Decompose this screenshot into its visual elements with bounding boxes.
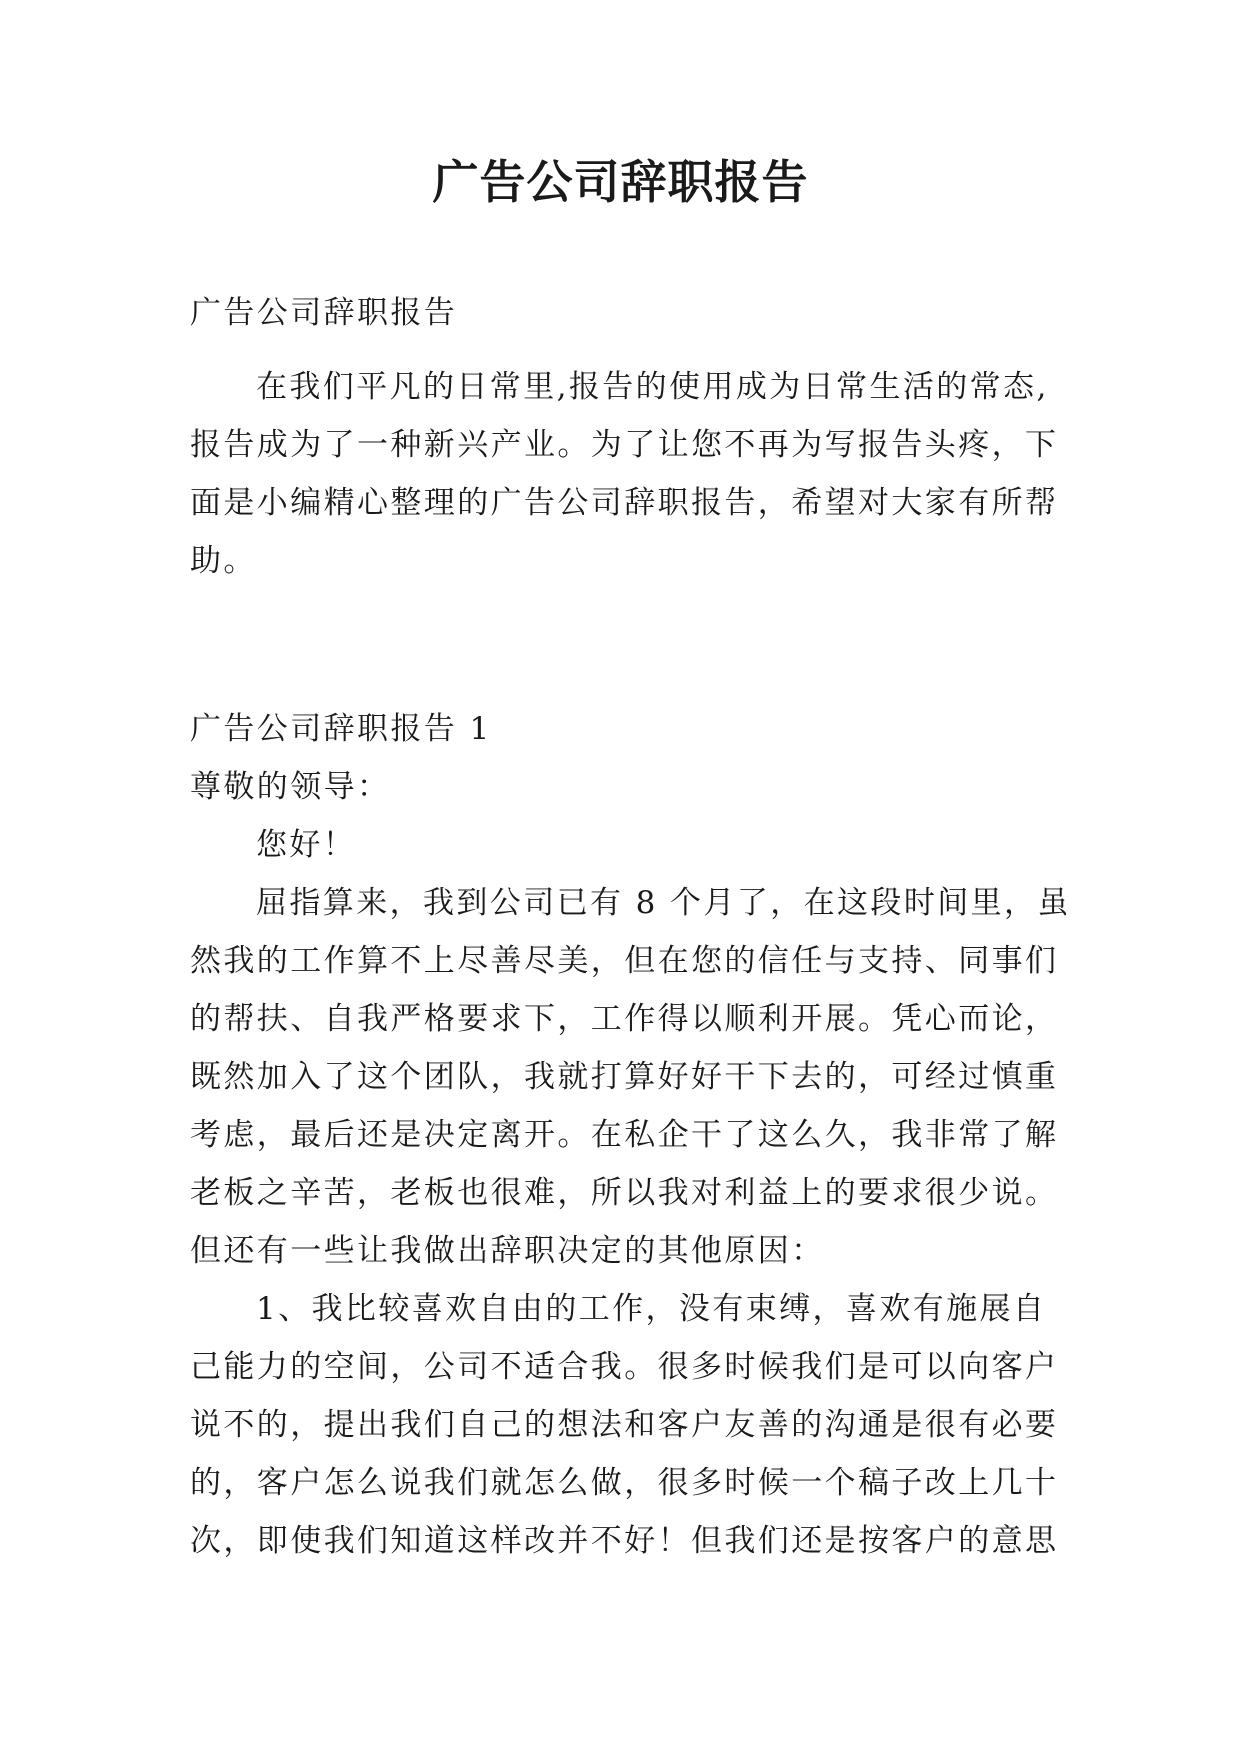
greeting: 您好！ [256, 827, 357, 863]
paragraph-line: 既然加入了这个团队，我就打算好好干下去的，可经过慎重 [190, 1059, 1059, 1095]
paragraph-line: 屈指算来，我到公司已有 8 个月了，在这段时间里，虽 [256, 885, 1071, 921]
paragraph-line: 己能力的空间，公司不适合我。很多时候我们是可以向客户 [190, 1349, 1059, 1385]
paragraph-line: 的帮扶、自我严格要求下，工作得以顺利开展。凭心而论， [190, 1001, 1059, 1037]
intro-line: 助。 [190, 543, 257, 579]
intro-line: 面是小编精心整理的广告公司辞职报告，希望对大家有所帮 [190, 485, 1059, 521]
document-subtitle [190, 284, 1062, 342]
paragraph-line: 但还有一些让我做出辞职决定的其他原因： [190, 1233, 825, 1269]
section-heading: 广告公司辞职报告 1 [190, 711, 492, 747]
intro-line: 在我们平凡的日常里,报告的使用成为日常生活的常态, [256, 369, 1049, 405]
intro-paragraph [190, 358, 1062, 590]
paragraph-line: 说不的，提出我们自己的想法和客户友善的沟通是很有必要 [190, 1407, 1059, 1443]
paragraph-line: 然我的工作算不上尽善尽美，但在您的信任与支持、同事们 [190, 943, 1059, 979]
intro-line: 报告成为了一种新兴产业。为了让您不再为写报告头疼，下 [190, 427, 1059, 463]
paragraph-line: 次，即使我们知道这样改并不好！但我们还是按客户的意思 [190, 1523, 1059, 1559]
document-title: 广告公司辞职报告 [432, 155, 809, 209]
paragraph-line: 1、我比较喜欢自由的工作，没有束缚，喜欢有施展自 [256, 1291, 1047, 1327]
paragraph-line: 的，客户怎么说我们就怎么做，很多时候一个稿子改上几十 [190, 1465, 1059, 1501]
letter-body [190, 700, 1071, 1570]
salutation: 尊敬的领导： [190, 769, 391, 805]
paragraph-line: 考虑，最后还是决定离开。在私企干了这么久，我非常了解 [190, 1117, 1059, 1153]
paragraph-line: 老板之辛苦，老板也很难，所以我对利益上的要求很少说。 [190, 1175, 1059, 1211]
subtitle-text: 广告公司辞职报告 [190, 295, 458, 331]
